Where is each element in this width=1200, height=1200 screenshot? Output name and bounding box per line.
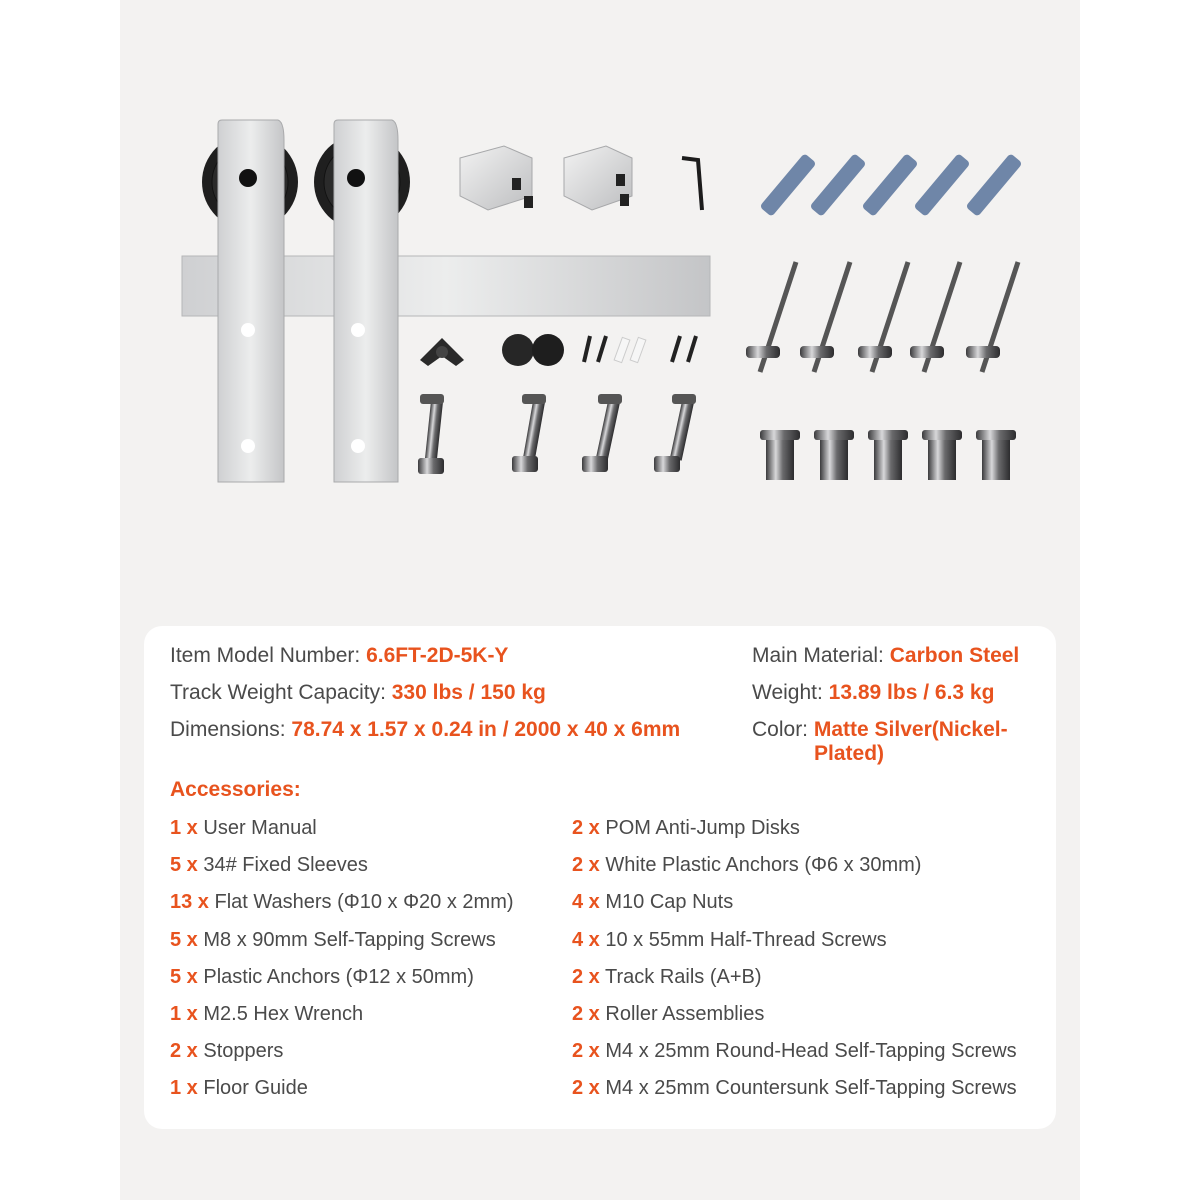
plastic-anchor	[965, 153, 1022, 217]
spec-value: 330 lbs / 150 kg	[391, 681, 546, 704]
fixed-sleeve	[976, 430, 1016, 480]
accessory-qty: 5 x	[170, 965, 198, 988]
spec-value: Carbon Steel	[889, 644, 1020, 667]
accessory-name: M2.5 Hex Wrench	[203, 1002, 364, 1025]
washers	[746, 346, 1000, 358]
accessory-item	[170, 1039, 514, 1076]
accessory-name: 34# Fixed Sleeves	[203, 854, 368, 877]
half-thread-screw	[582, 394, 622, 472]
accessory-item	[572, 816, 1017, 853]
accessory-item	[572, 1039, 1017, 1076]
spec-model	[170, 644, 508, 668]
countersunk-screw	[672, 336, 680, 362]
accessory-item	[170, 1076, 514, 1113]
accessory-qty: 1 x	[170, 1002, 198, 1025]
spec-color	[752, 718, 1008, 742]
spec-material	[752, 644, 1019, 668]
accessory-item	[572, 890, 1017, 927]
accessory-name: Floor Guide	[203, 1077, 308, 1100]
accessory-qty: 5 x	[170, 928, 198, 951]
spec-value: 13.89 lbs / 6.3 kg	[828, 681, 995, 704]
accessory-qty: 5 x	[170, 854, 198, 877]
accessory-item	[572, 928, 1017, 965]
accessory-qty: 4 x	[572, 928, 600, 951]
accessory-item	[170, 853, 514, 890]
spec-label: Dimensions:	[170, 718, 286, 741]
page-background	[120, 0, 1080, 1200]
accessory-item	[170, 928, 514, 965]
accessory-name: Roller Assemblies	[605, 1002, 765, 1025]
anti-jump-disk	[532, 334, 564, 366]
accessory-qty: 4 x	[572, 891, 600, 914]
accessory-qty: 13 x	[170, 891, 209, 914]
accessory-item	[572, 1076, 1017, 1113]
accessory-name: White Plastic Anchors (Φ6 x 30mm)	[605, 854, 922, 877]
fixed-sleeve	[922, 430, 962, 480]
white-plastic-anchor	[614, 337, 630, 362]
accessories-list-right	[572, 816, 1017, 1114]
product-photo	[120, 0, 1080, 600]
spec-label: Track Weight Capacity:	[170, 681, 386, 704]
plastic-anchors	[759, 153, 1022, 217]
plastic-anchor	[809, 153, 866, 217]
accessory-qty: 1 x	[170, 1077, 198, 1100]
accessory-qty: 2 x	[572, 965, 600, 988]
accessory-name: M10 Cap Nuts	[605, 891, 734, 914]
fixed-sleeves	[760, 430, 1016, 480]
plastic-anchor	[759, 153, 816, 217]
spec-color-continued	[814, 742, 884, 766]
spec-label: Weight:	[752, 681, 823, 704]
accessory-name: Plastic Anchors (Φ12 x 50mm)	[203, 965, 474, 988]
countersunk-screw	[688, 336, 696, 362]
accessory-item	[572, 965, 1017, 1002]
spec-label: Item Model Number:	[170, 644, 361, 667]
half-thread-screw	[654, 394, 696, 472]
plastic-anchor	[913, 153, 970, 217]
accessory-qty: 2 x	[572, 817, 600, 839]
half-thread-screw	[512, 394, 546, 472]
accessory-qty: 2 x	[170, 1040, 198, 1063]
stopper	[564, 146, 632, 210]
hex-wrench	[682, 158, 702, 210]
accessory-qty: 2 x	[572, 1040, 600, 1063]
accessory-name: Stoppers	[203, 1040, 284, 1063]
accessory-name: M4 x 25mm Countersunk Self-Tapping Screws	[605, 1077, 1017, 1100]
accessory-qty: 2 x	[572, 854, 600, 877]
accessory-qty: 1 x	[170, 817, 198, 839]
accessory-item	[170, 965, 514, 1002]
round-head-screw	[598, 336, 606, 362]
spec-capacity	[170, 681, 546, 705]
accessory-name: M4 x 25mm Round-Head Self-Tapping Screws	[605, 1040, 1017, 1063]
accessory-name: Track Rails (A+B)	[605, 965, 762, 988]
spec-value: 78.74 x 1.57 x 0.24 in / 2000 x 40 x 6mm	[291, 718, 681, 741]
accessory-item	[170, 816, 514, 853]
plastic-anchor	[861, 153, 918, 217]
spec-value: 6.6FT-2D-5K-Y	[366, 644, 509, 667]
accessory-item	[572, 853, 1017, 890]
spec-value: Plated)	[814, 742, 885, 765]
accessory-name: 10 x 55mm Half-Thread Screws	[605, 928, 887, 951]
half-thread-screw	[418, 394, 444, 474]
accessory-qty: 2 x	[572, 1002, 600, 1025]
hardware-kit-illustration	[120, 0, 1080, 600]
accessory-name: M8 x 90mm Self-Tapping Screws	[203, 928, 496, 951]
accessory-name: User Manual	[203, 817, 317, 839]
fixed-sleeve	[868, 430, 908, 480]
accessory-item	[572, 1002, 1017, 1039]
accessory-name: Flat Washers (Φ10 x Φ20 x 2mm)	[214, 891, 514, 914]
anti-jump-disk	[502, 334, 534, 366]
accessories-title: Accessories:	[170, 778, 301, 801]
round-head-screw	[584, 336, 590, 362]
floor-guide	[420, 338, 464, 366]
spec-label: Color:	[752, 718, 809, 741]
fixed-sleeve	[814, 430, 854, 480]
spec-weight	[752, 681, 994, 705]
spec-label: Main Material:	[752, 644, 884, 667]
accessory-item	[170, 890, 514, 927]
accessories-list-left	[170, 816, 514, 1114]
accessory-qty: 2 x	[572, 1077, 600, 1100]
fixed-sleeve	[760, 430, 800, 480]
spec-dimensions	[170, 718, 680, 742]
spec-card	[144, 626, 1056, 1129]
stopper	[460, 146, 533, 210]
spec-value: Matte Silver(Nickel-	[813, 718, 1008, 741]
white-plastic-anchor	[630, 337, 646, 362]
accessory-name: POM Anti-Jump Disks	[605, 817, 800, 839]
accessory-item	[170, 1002, 514, 1039]
